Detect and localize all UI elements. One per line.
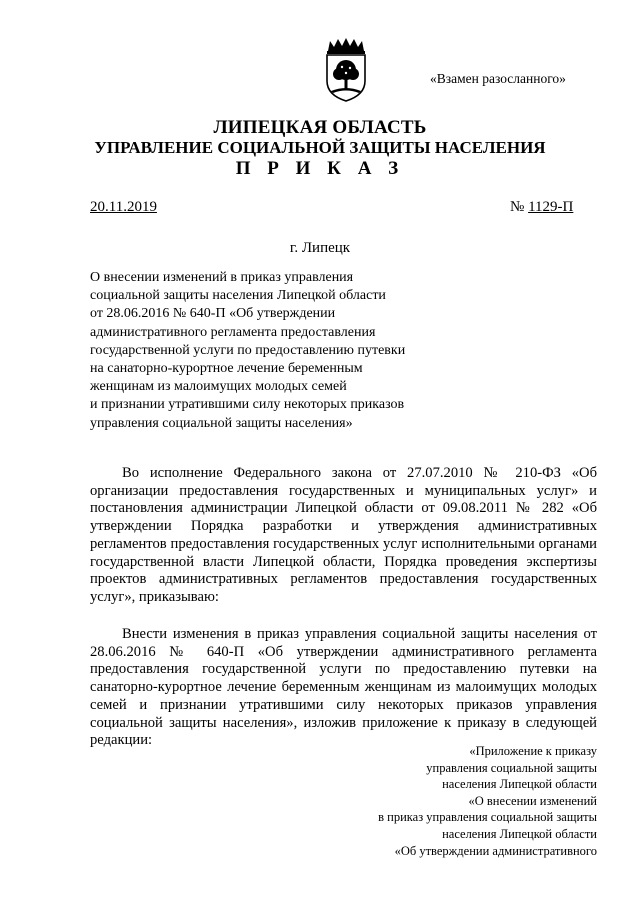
appendix-line: «О внесении изменений	[468, 793, 597, 808]
subject-line: на санаторно-курортное лечение беременным	[90, 361, 363, 377]
document-type-title: П Р И К А З	[235, 158, 405, 179]
subject-line: и признании утратившими силу некоторых приказов	[90, 397, 405, 413]
appendix-line: в приказ управления социальной защиты	[378, 810, 597, 825]
appendix-line: «Приложение к приказу	[469, 744, 597, 758]
city-line: г. Липецк	[289, 240, 351, 256]
appendix-header	[330, 743, 597, 859]
subject-line: от 28.06.2016 № 640-П «Об утверждении	[90, 306, 336, 322]
order-number	[510, 199, 573, 216]
replacement-stamp-note: «Взамен разосланного»	[430, 71, 566, 86]
order-date: 20.11.2019	[90, 199, 157, 215]
appendix-line: населения Липецкой области	[442, 826, 597, 841]
subject-line: О внесении изменений в приказ управления	[90, 270, 354, 285]
order-number-prefix: №	[510, 199, 529, 215]
coat-of-arms-emblem	[322, 37, 370, 103]
subject-line: женщинам из малоимущих молодых семей	[90, 379, 347, 395]
subject-line: управления социальной защиты населения»	[90, 415, 353, 431]
preamble-paragraph: Во исполнение Федерального закона от 27.07.2010 № 210-ФЗ «Об организации предоставления государственных и муниципальных услуг» и постановления администрации Липецкой области от 09.08.2011 № 282 «Об утверждении Порядка разработки и утверждения административных регламентов предоставления государственных услуг исполнительными органами государственной власти Липецкой области, Порядка проведения экспертизы проектов административных регламентов предоставления государственных услуг», приказываю:	[90, 465, 597, 605]
subject-line: государственной услуги по предоставлению путевки	[90, 342, 406, 358]
appendix-line: населения Липецкой области	[442, 777, 597, 792]
order-paragraph: Внести изменения в приказ управления социальной защиты населения от 28.06.2016 № 640-П «Об утверждении административного регламента предоставления государственной услуги по предоставлению путевки на санаторно-курортное лечение беременным женщинам из малоимущих молодых семей и признании утратившими силу некоторых приказов управления социальной защиты населения», изложив приложение к приказу в следующей редакции:	[90, 626, 597, 749]
subject-line: социальной защиты населения Липецкой области	[90, 288, 386, 304]
department-title: УПРАВЛЕНИЕ СОЦИАЛЬНОЙ ЗАЩИТЫ НАСЕЛЕНИЯ	[94, 138, 546, 157]
subject-line: административного регламента предоставления	[90, 324, 376, 340]
order-number-value: 1129-П	[528, 199, 574, 215]
region-title: ЛИПЕЦКАЯ ОБЛАСТЬ	[213, 117, 427, 138]
order-subject	[90, 269, 420, 433]
appendix-line: «Об утверждении административного	[394, 843, 597, 858]
appendix-line: управления социальной защиты	[426, 760, 597, 775]
